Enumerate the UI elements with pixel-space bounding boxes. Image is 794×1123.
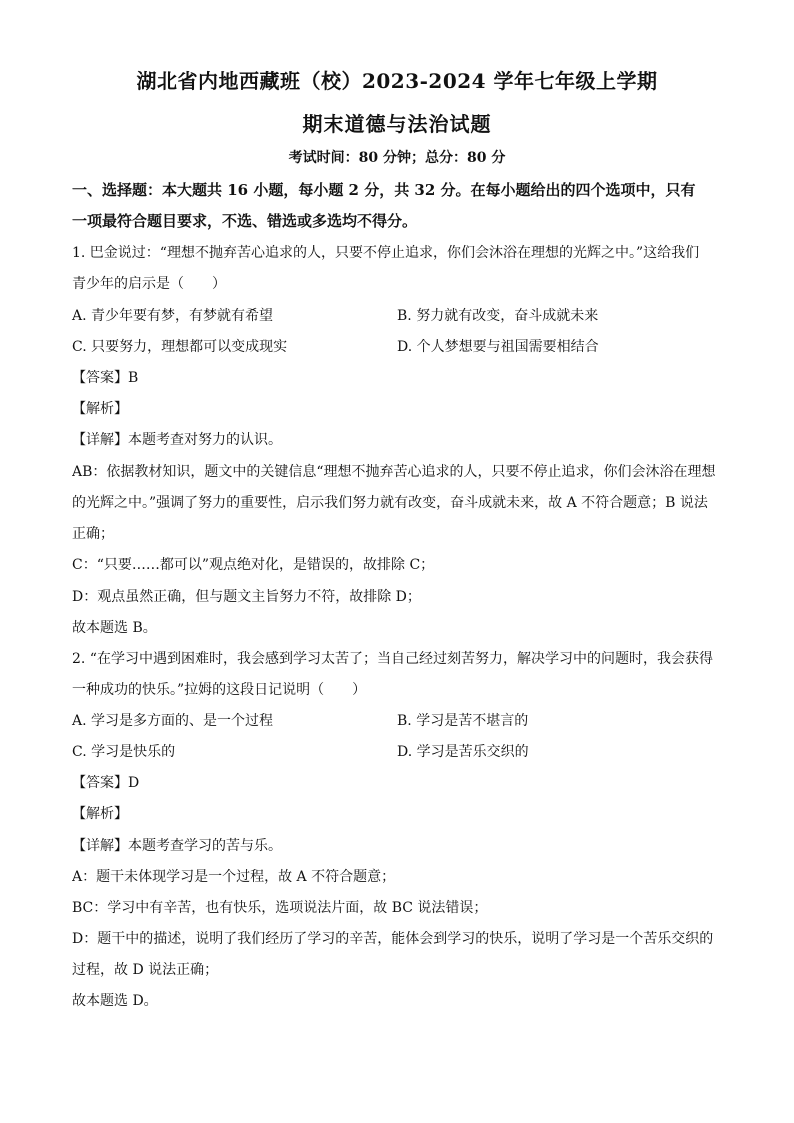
q2-option-d: D. 学习是苦乐交织的: [397, 744, 529, 760]
exam-title-line2: 期末道德与法治试题: [302, 112, 492, 136]
q2-a-explanation: A：题干未体现学习是一个过程，故 A 不符合题意；: [72, 869, 396, 885]
q1-analysis-label: 【解析】: [72, 401, 128, 417]
q2-analysis-label: 【解析】: [72, 806, 128, 822]
q2-option-a: A. 学习是多方面的、是一个过程: [72, 713, 274, 729]
q2-detail: 【详解】本题考查学习的苦与乐。: [72, 838, 282, 854]
q1-c-explanation: C：“只要……都可以”观点绝对化，是错误的，故排除 C；: [72, 557, 435, 573]
section-instructions-line2: 一项最符合题目要求，不选、错选或多选均不得分。: [72, 212, 418, 230]
exam-time-score-info: 考试时间：80 分钟；总分：80 分: [288, 150, 506, 166]
q1-option-b: B. 努力就有改变，奋斗成就未来: [397, 308, 599, 324]
q1-stem-line2: 青少年的启示是（ ）: [72, 276, 226, 292]
q1-answer: 【答案】B: [72, 370, 139, 386]
q2-option-c: C. 学习是快乐的: [72, 744, 176, 760]
q1-option-a: A. 青少年要有梦，有梦就有希望: [72, 308, 274, 324]
q2-stem-line2: 一种成功的快乐。”拉姆的这段日记说明（ ）: [72, 682, 367, 698]
q1-ab-line2: 的光辉之中。”强调了努力的重要性，启示我们努力就有改变，奋斗成就未来，故 A 不符合题意；B 说法: [72, 495, 708, 511]
q2-conclusion: 故本题选 D。: [72, 993, 158, 1009]
q1-option-d: D. 个人梦想要与祖国需要相结合: [397, 339, 599, 355]
q2-d-explanation-line1: D：题干中的描述，说明了我们经历了学习的辛苦，能体会到学习的快乐，说明了学习是一个苦乐交织的: [72, 931, 714, 947]
q1-d-explanation: D：观点虽然正确，但与题文主旨努力不符，故排除 D；: [72, 589, 421, 605]
exam-title-line1: 湖北省内地西藏班（校）2023-2024 学年七年级上学期: [136, 69, 658, 93]
q1-stem-line1: 1. 巴金说过：“理想不抛弃苦心追求的人，只要不停止追求，你们会沐浴在理想的光辉之中。”这给我们: [72, 245, 700, 261]
q1-conclusion: 故本题选 B。: [72, 620, 157, 636]
q1-ab-line3: 正确；: [72, 526, 114, 542]
q2-d-explanation-line2: 过程，故 D 说法正确；: [72, 962, 219, 978]
q2-bc-explanation: BC：学习中有辛苦，也有快乐，选项说法片面，故 BC 说法错误；: [72, 900, 488, 916]
q2-option-b: B. 学习是苦不堪言的: [397, 713, 529, 729]
q2-answer: 【答案】D: [72, 775, 140, 791]
q1-ab-line1: AB：依据教材知识，题文中的关键信息“理想不抛弃苦心追求的人，只要不停止追求，你们会沐浴在理想: [72, 464, 716, 480]
section-instructions-line1: 一、选择题：本大题共 16 小题，每小题 2 分，共 32 分。在每小题给出的四个选项中，只有: [72, 181, 696, 199]
q1-detail: 【详解】本题考查对努力的认识。: [72, 432, 282, 448]
q2-stem-line1: 2. “在学习中遇到困难时，我会感到学习太苦了；当自己经过刻苦努力，解决学习中的问题时，我会获得: [72, 651, 713, 667]
q1-option-c: C. 只要努力，理想都可以变成现实: [72, 339, 288, 355]
